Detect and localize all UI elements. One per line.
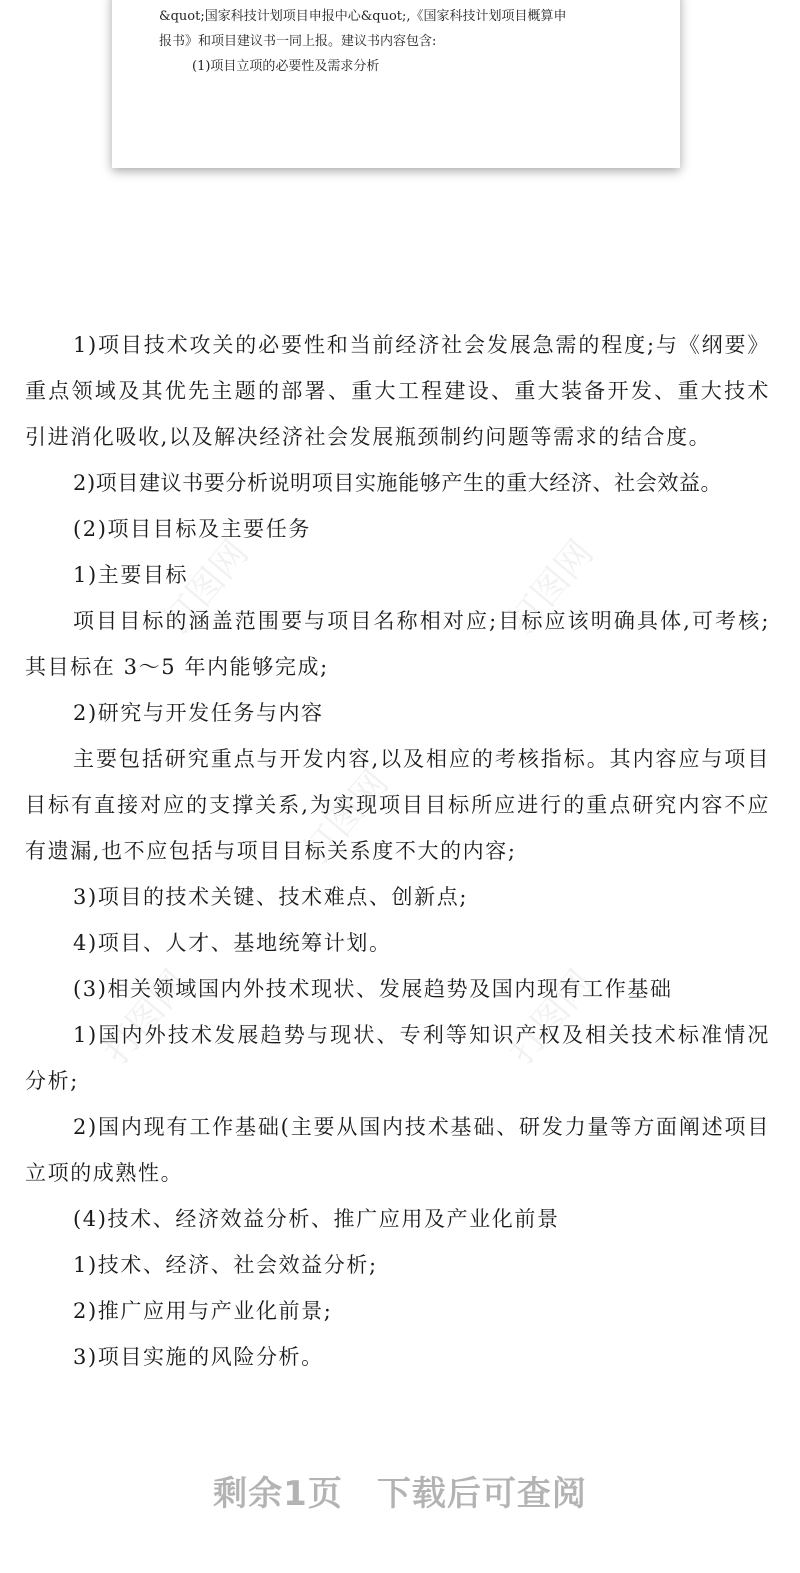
paragraph: 2)研究与开发任务与内容: [73, 701, 324, 725]
watermark: 打图网: [155, 532, 257, 642]
paragraph: (3)相关领域国内外技术现状、发展趋势及国内现有工作基础: [73, 977, 673, 1001]
paragraph: 4)项目、人才、基地统筹计划。: [73, 931, 392, 955]
preview-text: [159, 4, 649, 79]
watermark: 打图网: [295, 762, 397, 872]
paragraph: 3)项目实施的风险分析。: [73, 1345, 324, 1369]
paragraph: 2)项目建议书要分析说明项目实施能够产生的重大经济、社会效益。: [73, 471, 723, 495]
paragraph: 1)主要目标: [73, 563, 189, 587]
preview-line: 报书》和项目建议书一同上报。建议书内容包含:: [159, 34, 437, 49]
paragraph: 1)国内外技术发展趋势与现状、专利等知识产权及相关技术标准情况分析;: [25, 1023, 770, 1093]
paragraph: 1)项目技术攻关的必要性和当前经济社会发展急需的程度;与《纲要》重点领域及其优先主题的部署、重大工程建设、重大装备开发、重大技术引进消化吸收,以及解决经济社会发展瓶颈制约问题等需求的结合度。: [25, 333, 770, 449]
paragraph: (2)项目目标及主要任务: [73, 517, 311, 541]
preview-line: &quot;国家科技计划项目申报中心&quot;,《国家科技计划项目概算申: [159, 9, 567, 24]
paragraph: 主要包括研究重点与开发内容,以及相应的考核指标。其内容应与项目目标有直接对应的支撑关系,为实现项目目标所应进行的重点研究内容不应有遗漏,也不应包括与项目目标关系度不大的内容;: [25, 747, 770, 863]
remaining-pages-notice[interactable]: [0, 1466, 800, 1515]
paragraph: (4)技术、经济效益分析、推广应用及产业化前景: [73, 1207, 560, 1231]
watermark: 打图网: [500, 532, 602, 642]
paragraph: 1)技术、经济、社会效益分析;: [73, 1253, 378, 1277]
preview-line: (1)项目立项的必要性及需求分析: [192, 59, 380, 74]
remaining-pages-label: 剩余1页: [213, 1474, 343, 1514]
document-body: [25, 322, 770, 1380]
paragraph: 项目目标的涵盖范围要与项目名称相对应;目标应该明确具体,可考核;其目标在 3～5 年内能够完成;: [25, 609, 770, 679]
download-to-view-label: 下载后可查阅: [376, 1474, 587, 1514]
watermark: 打图网: [95, 962, 197, 1072]
paragraph: 2)推广应用与产业化前景;: [73, 1299, 333, 1323]
watermark: 打图网: [500, 962, 602, 1072]
document-preview-page: [112, 0, 680, 168]
paragraph: 3)项目的技术关键、技术难点、创新点;: [73, 885, 469, 909]
paragraph: 2)国内现有工作基础(主要从国内技术基础、研发力量等方面阐述项目立项的成熟性。: [25, 1115, 770, 1185]
